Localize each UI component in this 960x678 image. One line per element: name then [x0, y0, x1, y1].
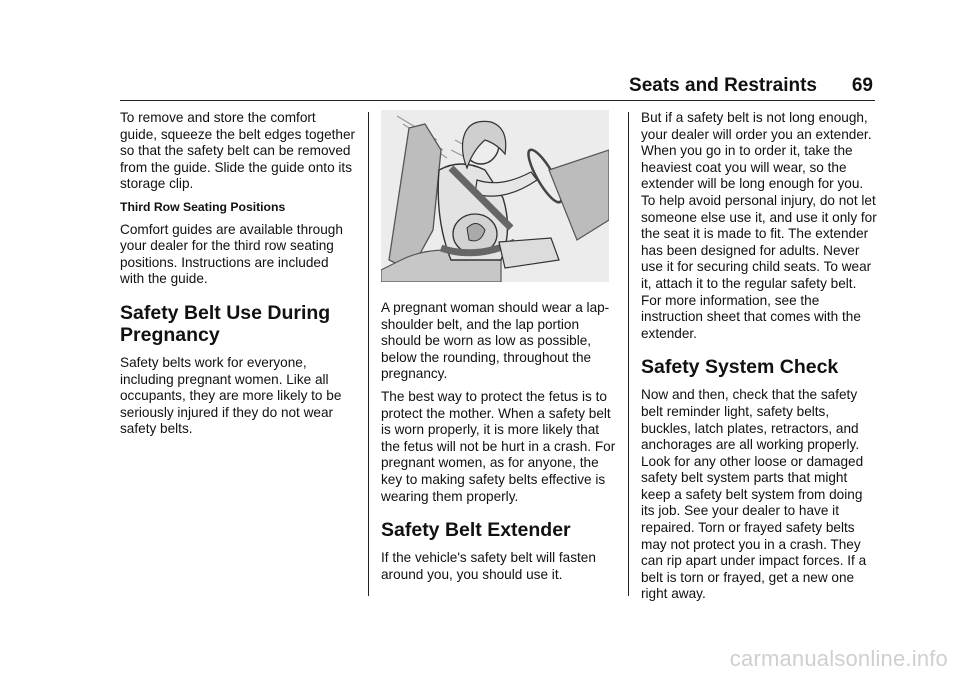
paragraph: A pregnant woman should wear a lap-shoulder belt, and the lap portion should be worn as low as possible, below the rounding, throughout the pregnancy.	[381, 300, 610, 382]
pregnant-woman-seatbelt-illustration	[381, 110, 609, 282]
illustration-svg	[381, 110, 609, 282]
page-number: 69	[851, 75, 873, 96]
column-divider	[368, 112, 369, 596]
column-left	[120, 110, 356, 444]
column-right	[641, 110, 877, 609]
paragraph: Safety belts work for everyone, including pregnant women. Like all occupants, they are more likely to be seriously injured if they do not wear safety belts.	[120, 354, 342, 437]
paragraph: Now and then, check that the safety belt reminder light, safety belts, buckles, latch plates, retractors, and anchorages are all working properly. Look for any other loose or damaged safety belt system parts that might keep a safety belt system from doing its job. See your dealer to have it repaired. Torn or frayed safety belts may not protect you in a crash. They can rip apart under impact forces. If a belt is torn or frayed, get a new one right away.	[641, 387, 867, 602]
subheading: Third Row Seating Positions	[120, 199, 286, 214]
page-header	[120, 70, 875, 101]
section-heading: Safety Belt Use During Pregnancy	[120, 301, 331, 346]
section-heading: Safety Belt Extender	[381, 519, 571, 542]
paragraph: Comfort guides are available through your dealer for the third row seating positions. Instructions are included with the guide.	[120, 221, 343, 287]
paragraph: To remove and store the comfort guide, squeeze the belt edges together so that the safety belt can be removed from the guide. Slide the guide onto its storage clip.	[120, 110, 356, 192]
paragraph: But if a safety belt is not long enough, your dealer will order you an extender. When you go in to order it, take the heaviest coat you will wear, so the extender will be long enough for you. To help avoid personal injury, do not let someone else use it, and use it only for the seat it is made to fit. The extender has been designed for adults. Never use it for securing child seats. To wear it, attach it to the regular safety belt. For more information, see the instruction sheet that comes with the extender.	[641, 110, 877, 341]
column-divider	[628, 112, 629, 596]
watermark: carmanualsonline.info	[729, 646, 948, 671]
section-title: Seats and Restraints	[629, 75, 817, 96]
paragraph: If the vehicle's safety belt will fasten around you, you should use it.	[381, 550, 596, 582]
paragraph: The best way to protect the fetus is to protect the mother. When a safety belt is worn properly, it is more likely that the fetus will not be hurt in a crash. For pregnant women, as for anyone, the key to making safety belts effective is wearing them properly.	[381, 388, 616, 504]
column-middle	[381, 110, 617, 589]
section-heading: Safety System Check	[641, 356, 839, 379]
